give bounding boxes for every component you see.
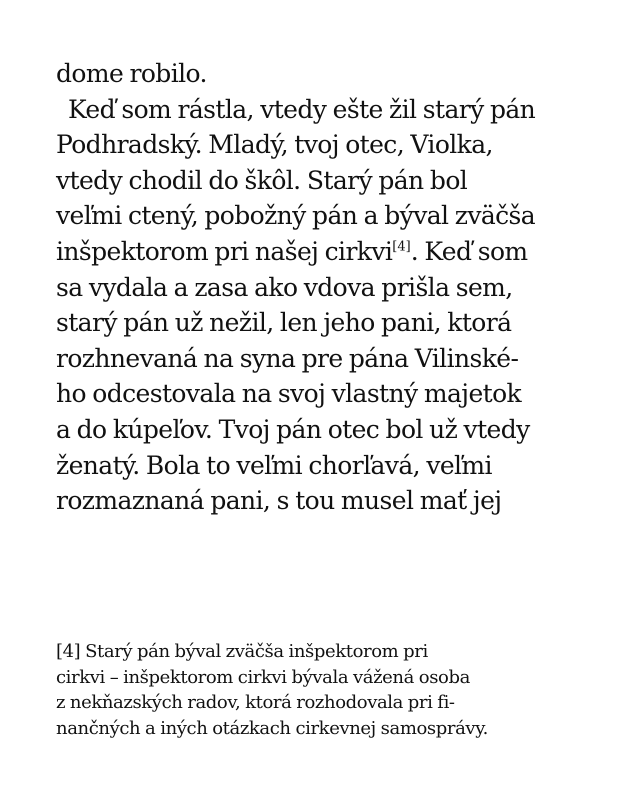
text-line-with-noteref	[56, 234, 584, 270]
text-line: veľmi ctený, pobožný pán a býval zväčša	[56, 201, 536, 231]
text-line: sa vydala a zasa ako vdova prišla sem,	[56, 272, 513, 302]
text-fragment: inšpektorom pri našej cirkvi	[56, 236, 393, 266]
text-line: ho odcestovala na svoj vlastný majetok	[56, 379, 522, 409]
footnote-line: cirkvi – inšpektorom cirkvi bývala vážená osoba	[56, 666, 470, 688]
footnote-line: [4] Starý pán býval zväčša inšpektorom pri	[56, 641, 428, 662]
footnote-reference-link[interactable]: [4]	[392, 239, 411, 255]
text-line: dome robilo.	[56, 59, 207, 88]
text-line: ženatý. Bola to veľmi chorľavá, veľmi	[56, 450, 492, 480]
footnote	[56, 639, 584, 741]
page-body	[56, 56, 584, 519]
text-line: a do kúpeľov. Tvoj pán otec bol už vtedy	[56, 414, 530, 444]
text-line: Podhradský. Mladý, tvoj otec, Violka,	[56, 130, 493, 160]
footnote-line: nančných a iných otázkach cirkevnej samosprávy.	[56, 717, 488, 739]
text-line: vtedy chodil do škôl. Starý pán bol	[56, 165, 468, 195]
text-line: rozhnevaná na syna pre pána Vilinské-	[56, 343, 519, 373]
text-fragment: . Keď som	[410, 236, 528, 266]
text-line: starý pán už nežil, len jeho pani, ktorá	[56, 308, 512, 338]
text-line: rozmaznaná pani, s tou musel mať jej	[56, 486, 502, 516]
paragraph-start-line: Keď som rástla, vtedy ešte žil starý pán	[68, 94, 536, 124]
footnote-line: z nekňazských radov, ktorá rozhodovala pri fi-	[56, 692, 455, 714]
main-text	[56, 56, 584, 519]
